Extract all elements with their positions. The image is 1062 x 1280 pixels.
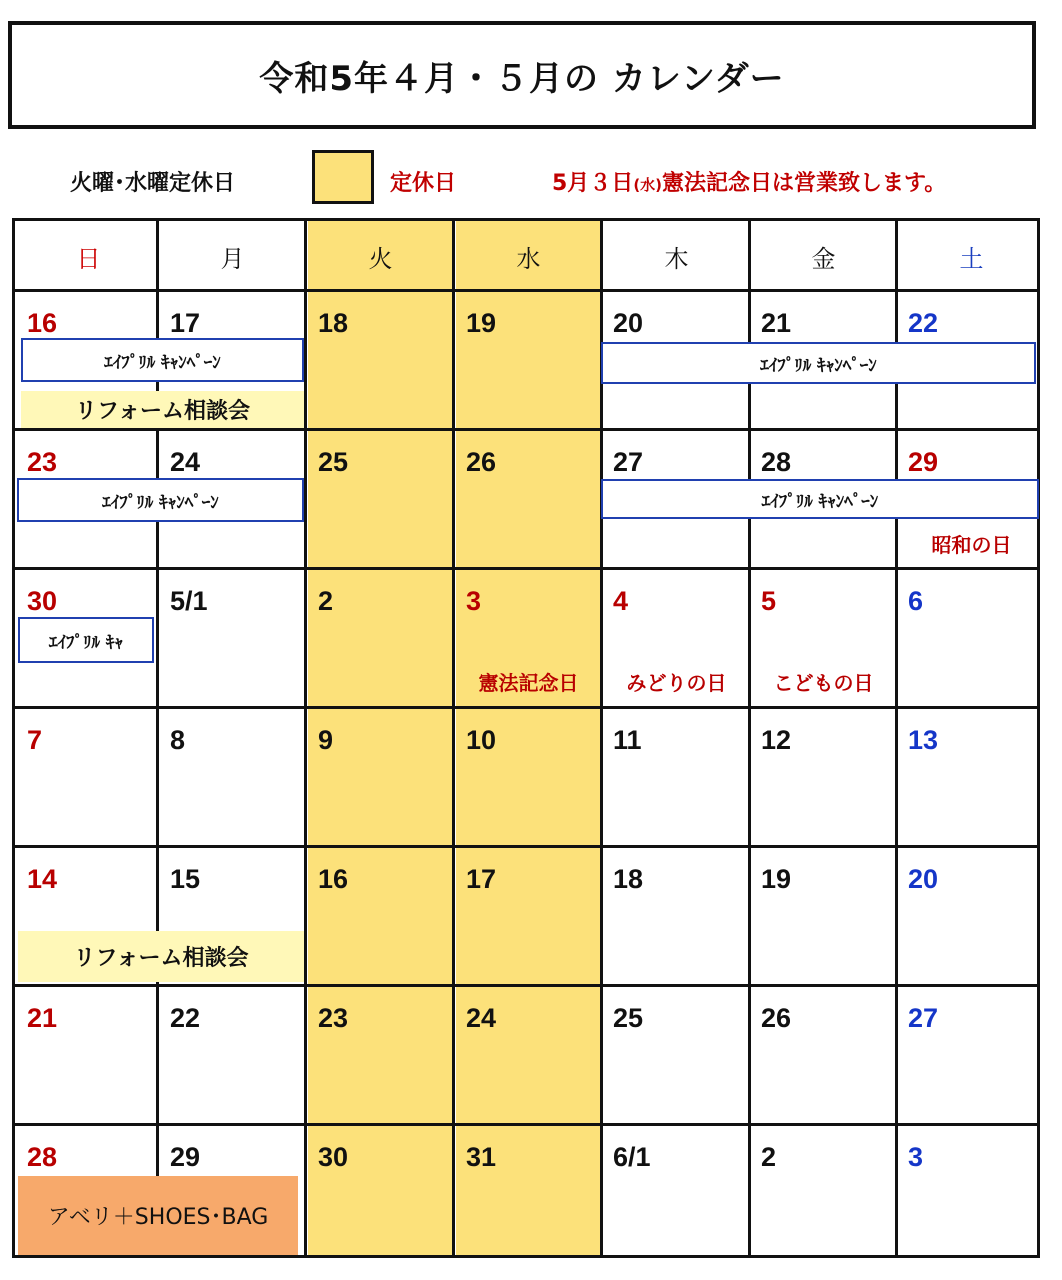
day-number: 25 xyxy=(613,1003,644,1033)
day-number: 28 xyxy=(761,447,792,477)
day-number: 11 xyxy=(613,725,642,755)
day-number: 7 xyxy=(27,725,43,755)
day-number: 24 xyxy=(466,1003,497,1033)
day-number: 31 xyxy=(466,1142,497,1172)
grid-line xyxy=(15,1123,1037,1126)
day-number: 29 xyxy=(170,1142,201,1172)
grid-line xyxy=(15,567,1037,570)
day-number: 18 xyxy=(318,308,349,338)
day-number: 21 xyxy=(761,308,792,338)
day-number: 29 xyxy=(908,447,939,477)
grid-line xyxy=(452,221,455,1255)
weekday-header-monday: 月 xyxy=(220,244,245,273)
day-number: 14 xyxy=(27,864,58,894)
day-number: 25 xyxy=(318,447,349,477)
reform-consultation-event[interactable]: リフォーム相談会 xyxy=(21,391,304,428)
weekday-header-tuesday: 火 xyxy=(368,244,393,273)
day-number: 6 xyxy=(908,586,924,616)
weekday-header-saturday: 土 xyxy=(959,244,984,273)
day-number: 9 xyxy=(318,725,334,755)
weekday-header-thursday: 木 xyxy=(664,244,689,273)
day-number: 26 xyxy=(466,447,497,477)
day-number: 20 xyxy=(613,308,644,338)
weekday-header-sunday: 日 xyxy=(76,244,101,273)
opening-note-date: 5月３日 xyxy=(552,171,634,196)
closed-day-swatch xyxy=(312,150,374,204)
day-number: 3 xyxy=(908,1142,924,1172)
day-number: 19 xyxy=(761,864,792,894)
day-number: 12 xyxy=(761,725,792,755)
april-campaign-event[interactable]: ｴｲﾌﾟﾘﾙ ｷｬﾝﾍﾟｰﾝ xyxy=(21,338,304,382)
holiday-label-kodomo: こどもの日 xyxy=(773,671,874,695)
day-number: 16 xyxy=(318,864,349,894)
day-number: 27 xyxy=(908,1003,939,1033)
day-number: 17 xyxy=(170,308,201,338)
day-number: 15 xyxy=(170,864,201,894)
day-number: 17 xyxy=(466,864,497,894)
closed-day-swatch-label: 定休日 xyxy=(390,171,457,196)
day-number: 18 xyxy=(613,864,644,894)
shoes-bag-event[interactable]: アベリ＋SHOES･BAG xyxy=(18,1176,298,1255)
grid-line xyxy=(15,428,1037,431)
day-number: 30 xyxy=(27,586,58,616)
day-number: 27 xyxy=(613,447,644,477)
opening-note-text: 憲法記念日は営業致します。 xyxy=(662,171,947,196)
day-number: 6/1 xyxy=(613,1142,651,1172)
closed-days-label: 火曜･水曜定休日 xyxy=(70,171,236,196)
day-number: 30 xyxy=(318,1142,349,1172)
april-campaign-event[interactable]: ｴｲﾌﾟﾘﾙ ｷｬﾝﾍﾟｰﾝ xyxy=(17,478,304,522)
grid-line xyxy=(304,221,307,1255)
weekday-header-friday: 金 xyxy=(811,244,836,273)
holiday-label-midori: みどりの日 xyxy=(626,671,727,695)
day-number: 23 xyxy=(318,1003,349,1033)
page-title: 令和5年４月・５月の カレンダー xyxy=(8,21,1036,129)
day-number: 26 xyxy=(761,1003,792,1033)
grid-line xyxy=(15,706,1037,709)
day-number: 4 xyxy=(613,586,629,616)
holiday-label-kenpo: 憲法記念日 xyxy=(478,671,579,695)
day-number: 28 xyxy=(27,1142,58,1172)
day-number: 23 xyxy=(27,447,58,477)
april-campaign-event[interactable]: ｴｲﾌﾟﾘﾙ ｷｬﾝﾍﾟｰﾝ xyxy=(601,479,1039,519)
day-number: 22 xyxy=(908,308,939,338)
day-number: 2 xyxy=(761,1142,777,1172)
opening-note-weekday: (水) xyxy=(633,176,663,194)
calendar-grid xyxy=(12,218,1040,1258)
day-number: 13 xyxy=(908,725,939,755)
day-number: 21 xyxy=(27,1003,58,1033)
day-number: 5 xyxy=(761,586,777,616)
day-number: 2 xyxy=(318,586,334,616)
grid-line xyxy=(15,984,1037,987)
day-number: 22 xyxy=(170,1003,201,1033)
day-number: 19 xyxy=(466,308,497,338)
weekday-header-wednesday: 水 xyxy=(516,244,541,273)
day-number: 3 xyxy=(466,586,482,616)
grid-line xyxy=(15,845,1037,848)
day-number: 5/1 xyxy=(170,586,208,616)
day-number: 24 xyxy=(170,447,201,477)
reform-consultation-event[interactable]: リフォーム相談会 xyxy=(18,931,304,982)
day-number: 16 xyxy=(27,308,58,338)
opening-note xyxy=(552,166,946,197)
day-number: 8 xyxy=(170,725,186,755)
day-number: 20 xyxy=(908,864,939,894)
april-campaign-event[interactable]: ｴｲﾌﾟﾘﾙ ｷｬﾝﾍﾟｰﾝ xyxy=(601,342,1036,384)
holiday-label-showa: 昭和の日 xyxy=(931,533,1012,557)
april-campaign-event-short[interactable]: ｴｲﾌﾟﾘﾙ ｷｬ xyxy=(18,617,154,663)
day-number: 10 xyxy=(466,725,497,755)
